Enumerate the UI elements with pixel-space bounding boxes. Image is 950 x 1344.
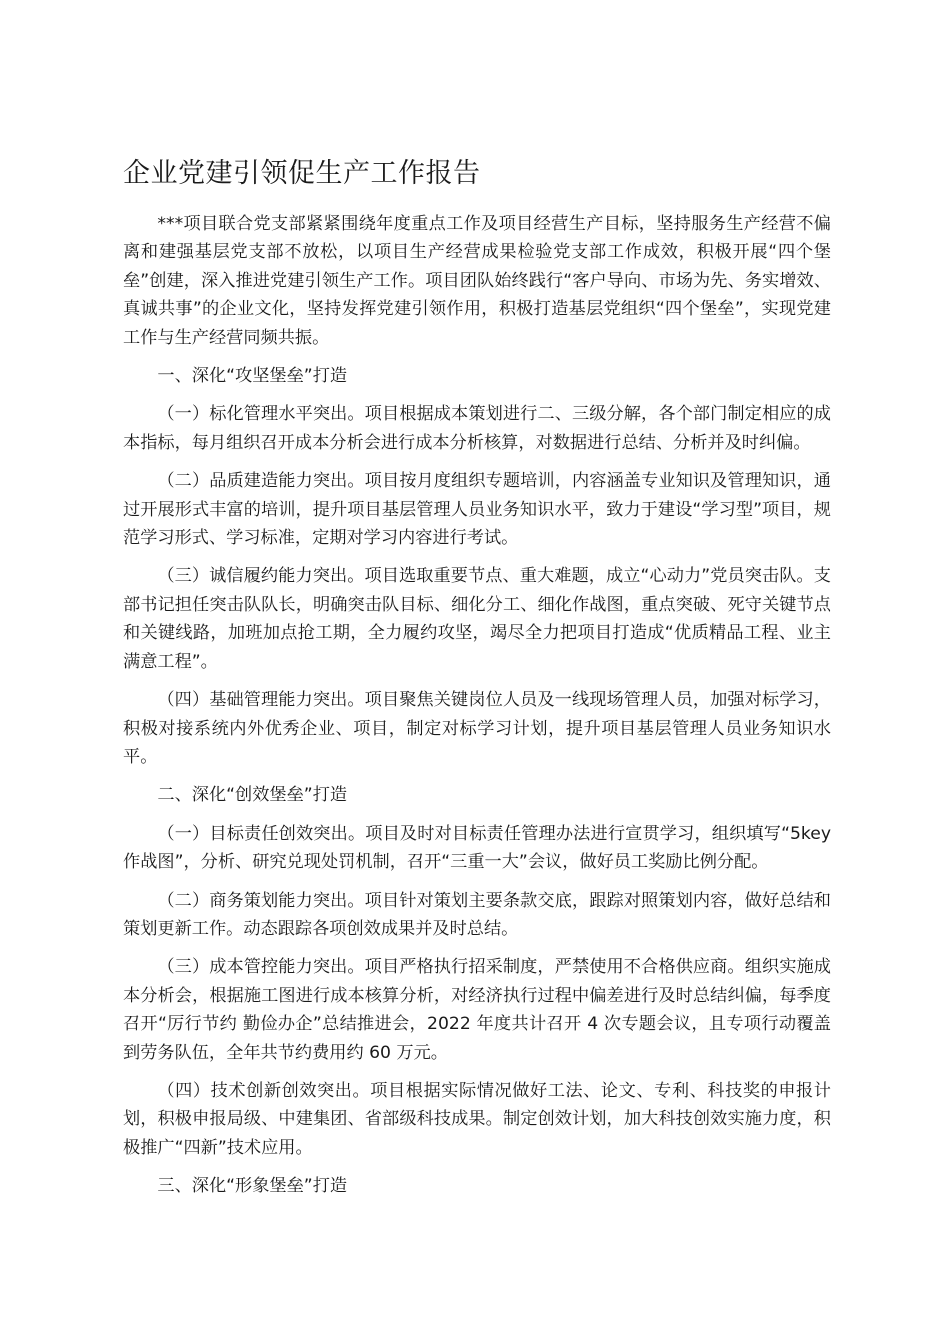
paragraph: （四）技术创新创效突出。项目根据实际情况做好工法、论文、专利、科技奖的申报计划，积极申报局级、中建集团、省部级科技成果。制定创效计划，加大科技创效实施力度，积极推广“四新”技术应用。 [123,1080,831,1158]
intro-paragraph: ***项目联合党支部紧紧围绕年度重点工作及项目经营生产目标，坚持服务生产经营不偏离和建强基层党支部不放松，以项目生产经营成果检验党支部工作成效，积极开展“四个堡垒”创建，深入推进党建引领生产工作。项目团队始终践行“客户导向、市场为先、务实增效、真诚共事”的企业文化，坚持发挥党建引领作用，积极打造基层党组织“四个堡垒”，实现党建工作与生产经营同频共振。 [123,214,831,348]
document-title: 企业党建引领促生产工作报告 [123,158,481,189]
paragraph: （二）商务策划能力突出。项目针对策划主要条款交底，跟踪对照策划内容，做好总结和策划更新工作。动态跟踪各项创效成果并及时总结。 [123,890,831,939]
paragraph: （四）基础管理能力突出。项目聚焦关键岗位人员及一线现场管理人员，加强对标学习，积极对接系统内外优秀企业、项目，制定对标学习计划，提升项目基层管理人员业务知识水平。 [123,690,831,767]
paragraph: （三）诚信履约能力突出。项目选取重要节点、重大难题，成立“心动力”党员突击队。支部书记担任突击队队长，明确突击队目标、细化分工、细化作战图，重点突破、死守关键节点和关键线路，加班加点抢工期，全力履约攻坚，竭尽全力把项目打造成“优质精品工程、业主满意工程”。 [123,566,831,672]
paragraph: （三）成本管控能力突出。项目严格执行招采制度，严禁使用不合格供应商。组织实施成本分析会，根据施工图进行成本核算分析，对经济执行过程中偏差进行及时总结纠偏，每季度召开“厉行节约 勤俭办企”总结推进会，2022 年度共计召开 4 次专题会议，且专项行动覆盖到劳务队伍，全年共节约费用约 60 万元。 [123,957,831,1063]
paragraph: （一）目标责任创效突出。项目及时对目标责任管理办法进行宣贯学习，组织填写“5key 作战图”，分析、研究兑现处罚机制，召开“三重一大”会议，做好员工奖励比例分配。 [123,823,831,873]
document-page [123,152,831,1211]
paragraph: （二）品质建造能力突出。项目按月度组织专题培训，内容涵盖专业知识及管理知识，通过开展形式丰富的培训，提升项目基层管理人员业务知识水平，致力于建设“学习型”项目，规范学习形式、学习标准，定期对学习内容进行考试。 [123,471,831,549]
section-heading-2: 二、深化“创效堡垒”打造 [157,785,348,806]
paragraph: （一）标化管理水平突出。项目根据成本策划进行二、三级分解，各个部门制定相应的成本指标，每月组织召开成本分析会进行成本分析核算，对数据进行总结、分析并及时纠偏。 [123,404,831,453]
section-heading-1: 一、深化“攻坚堡垒”打造 [157,366,348,387]
section-heading-3: 三、深化“形象堡垒”打造 [157,1176,348,1197]
